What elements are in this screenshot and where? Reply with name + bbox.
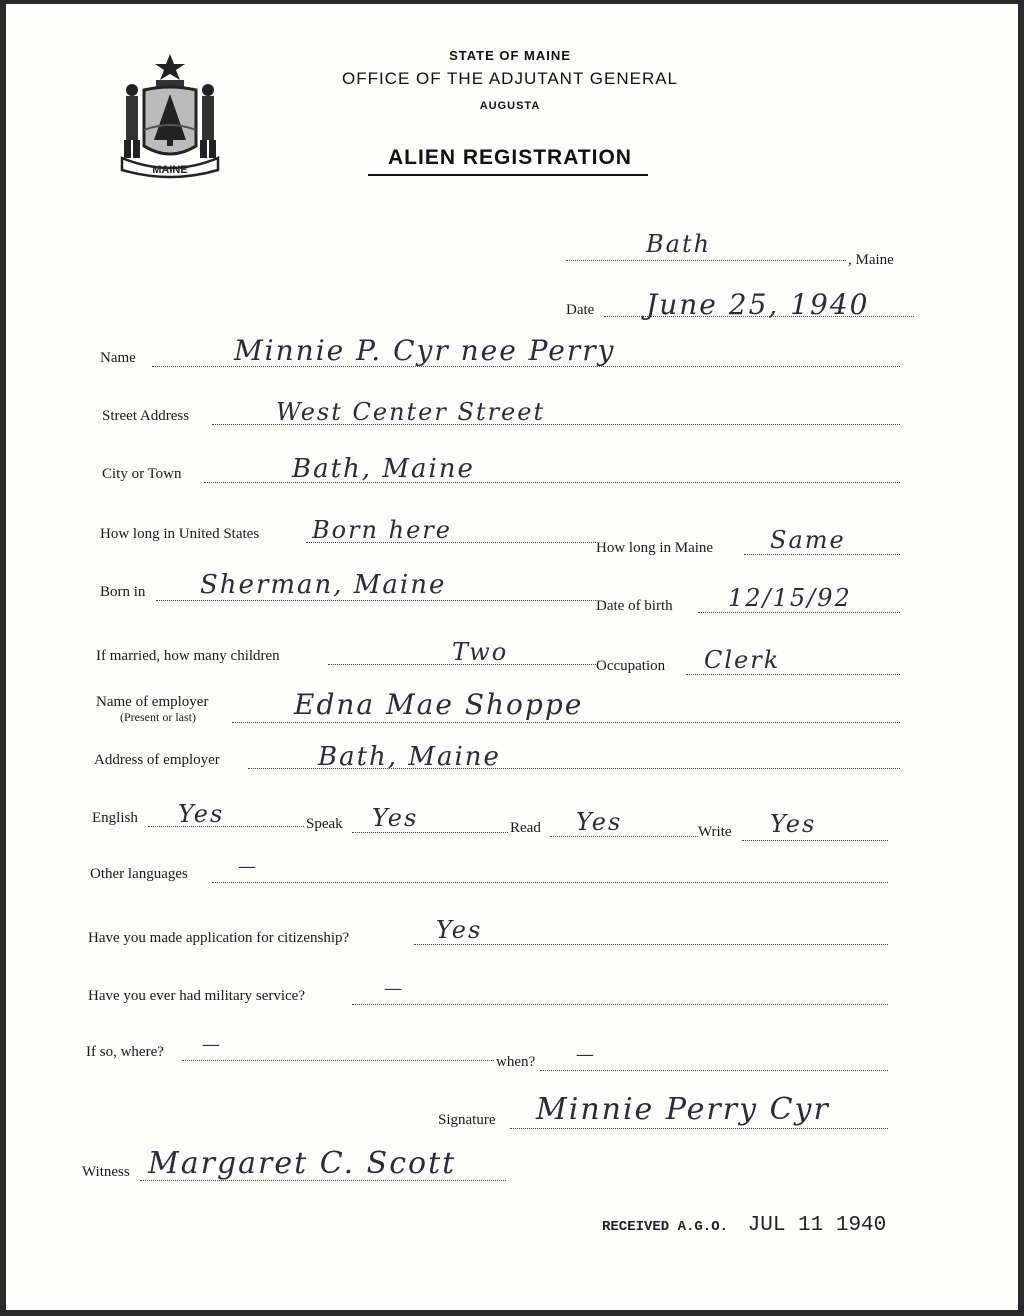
military-line — [352, 1004, 888, 1005]
employer-address-entry: Bath, Maine — [318, 742, 501, 772]
born-in-line — [156, 600, 596, 601]
dob-label: Date of birth — [596, 598, 673, 614]
city-entry: Bath, Maine — [292, 454, 475, 484]
employer-line — [232, 722, 900, 723]
how-long-us-entry: Born here — [312, 516, 452, 544]
citizenship-label: Have you made application for citizenship? — [88, 930, 350, 946]
form-title: ALIEN REGISTRATION — [388, 146, 632, 169]
signature-line — [510, 1128, 888, 1129]
other-languages-line — [212, 882, 888, 883]
name-entry: Minnie P. Cyr nee Perry — [234, 334, 616, 367]
date-entry: June 25, 1940 — [646, 288, 870, 321]
signature-entry: Minnie Perry Cyr — [536, 1092, 830, 1127]
how-long-us-label: How long in United States — [100, 526, 260, 542]
occupation-label: Occupation — [596, 658, 666, 674]
children-entry: Two — [452, 638, 509, 666]
children-label: If married, how many children — [96, 648, 280, 664]
title-underline — [368, 174, 648, 176]
where-label: If so, where? — [86, 1044, 164, 1060]
write-entry: Yes — [770, 810, 817, 838]
born-in-label: Born in — [100, 584, 146, 600]
date-label: Date — [566, 302, 595, 318]
witness-entry: Margaret C. Scott — [148, 1146, 457, 1181]
speak-line — [352, 832, 508, 833]
dob-line — [698, 612, 900, 613]
where-entry: — — [202, 1034, 222, 1055]
received-stamp-text: RECEIVED A.G.O. — [602, 1219, 729, 1235]
military-entry: — — [384, 978, 404, 999]
street-entry: West Center Street — [276, 398, 546, 426]
write-line — [742, 840, 888, 841]
where-line — [182, 1060, 494, 1061]
occupation-line — [686, 674, 900, 675]
english-entry: Yes — [178, 800, 225, 828]
when-label: when? — [496, 1054, 536, 1070]
city-label: City or Town — [102, 466, 182, 482]
military-label: Have you ever had military service? — [88, 988, 305, 1004]
dob-entry: 12/15/92 — [728, 584, 852, 612]
employer-entry: Edna Mae Shoppe — [294, 688, 584, 721]
svg-text:MAINE: MAINE — [152, 164, 188, 176]
employer-address-label: Address of employer — [94, 752, 220, 768]
other-languages-entry: — — [238, 856, 258, 877]
read-entry: Yes — [576, 808, 623, 836]
born-in-entry: Sherman, Maine — [200, 570, 447, 600]
street-label: Street Address — [102, 408, 190, 424]
state-heading: STATE OF MAINE — [449, 48, 571, 63]
how-long-maine-line — [744, 554, 900, 555]
city-heading: AUGUSTA — [479, 100, 541, 112]
english-line — [148, 826, 304, 827]
received-stamp — [602, 1214, 886, 1237]
read-label: Read — [510, 820, 541, 836]
place-suffix: , Maine — [848, 252, 894, 268]
speak-label: Speak — [306, 816, 343, 832]
read-line — [550, 836, 698, 837]
place-line — [566, 260, 846, 261]
when-entry: — — [576, 1044, 596, 1065]
write-label: Write — [698, 824, 732, 840]
other-languages-label: Other languages — [90, 866, 188, 882]
received-stamp-date: JUL 11 1940 — [747, 1214, 887, 1237]
citizenship-entry: Yes — [436, 916, 483, 944]
occupation-entry: Clerk — [704, 646, 781, 674]
employer-label: Name of employer — [96, 694, 209, 710]
citizenship-line — [414, 944, 888, 945]
office-heading: OFFICE OF THE ADJUTANT GENERAL — [341, 69, 679, 88]
english-label: English — [92, 810, 138, 826]
when-line — [540, 1070, 888, 1071]
name-label: Name — [100, 350, 136, 366]
place-entry: Bath — [646, 230, 712, 258]
how-long-maine-label: How long in Maine — [596, 540, 714, 556]
speak-entry: Yes — [372, 804, 419, 832]
witness-label: Witness — [82, 1164, 130, 1180]
employer-sublabel: (Present or last) — [120, 710, 196, 724]
maine-state-seal — [114, 50, 226, 182]
how-long-maine-entry: Same — [770, 526, 846, 554]
signature-label: Signature — [438, 1112, 496, 1128]
registration-form — [6, 4, 1018, 1310]
